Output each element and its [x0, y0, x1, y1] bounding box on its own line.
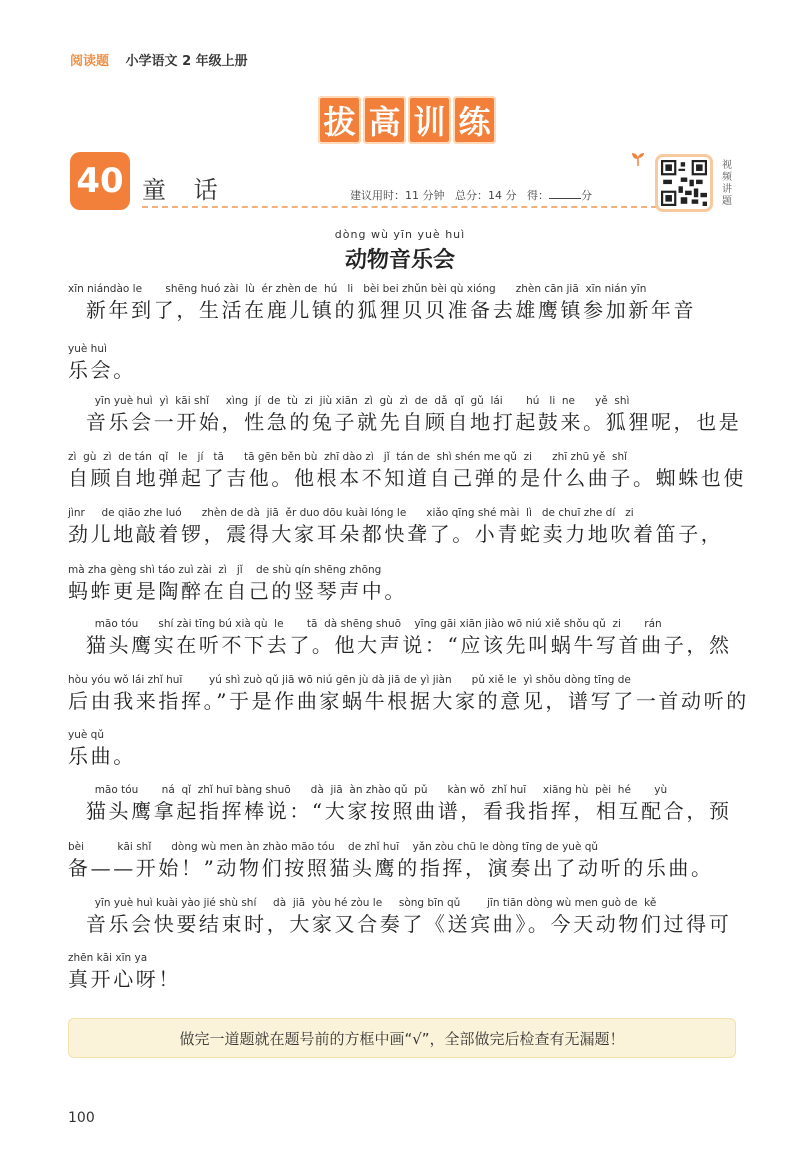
page-number: 100: [68, 1110, 95, 1126]
pinyin-line: jìnr de qiāo zhe luó zhèn de dà jiā ěr duo dōu kuài lóng le xiǎo qīng shé mài lì de chuī zhe dí zi: [68, 507, 634, 519]
hanzi-line: 蚂蚱更是陶醉在自己的竖琴声中。: [68, 579, 407, 603]
qr-label: 视频讲题: [722, 160, 732, 207]
meta-time: 建议用时：11 分钟: [350, 189, 445, 202]
story-line: [68, 896, 738, 938]
qr-code[interactable]: [655, 154, 713, 212]
banner-char: 高: [363, 96, 406, 144]
pinyin-line: zì gù zì de tán qǐ le jí tā tā gēn běn bù zhī dào zì jǐ tán de shì shén me qǔ zi zhī zhū yě shǐ: [68, 451, 628, 463]
section-tag: 阅读题: [70, 54, 110, 69]
pinyin-line: māo tóu ná qǐ zhǐ huī bàng shuō dà jiā àn zhào qǔ pǔ kàn wǒ zhǐ huī xiāng hù pèi hé yù: [68, 784, 668, 796]
story-line: [68, 506, 738, 548]
pinyin-line: hòu yóu wǒ lái zhǐ huī yú shì zuò qǔ jiā wō niú gēn jù dà jiā de yì jiàn pǔ xiě le yì shǒu dòng tīng de: [68, 674, 631, 686]
lesson-meta: [350, 187, 592, 203]
lesson-title: 童 话: [142, 176, 228, 204]
banner-char: 练: [453, 96, 496, 144]
title-pinyin: dòng wù yīn yuè huì: [334, 228, 466, 241]
pinyin-line: yuè qǔ: [68, 729, 104, 741]
book-title: 小学语文 2 年级上册: [125, 54, 248, 69]
sprout-icon: [631, 152, 645, 166]
hanzi-line: 自顾自地弹起了吉他。他根本不知道自己弹的是什么曲子。蜘蛛也使: [68, 466, 746, 490]
qr-code-icon: [661, 160, 707, 206]
pinyin-line: yuè huì: [68, 343, 107, 355]
meta-unit: 分: [581, 189, 592, 202]
hanzi-line: 乐会。: [68, 358, 136, 382]
story-line: [68, 783, 738, 825]
meta-score: 总分：14 分: [455, 189, 517, 202]
hanzi-line: 猫头鹰拿起指挥棒说：“大家按照曲谱，看我指挥，相互配合，预: [68, 799, 732, 823]
story-line: [68, 394, 742, 436]
story-line: [68, 840, 738, 882]
divider: [142, 206, 697, 208]
story-line: [68, 282, 738, 324]
story-line: [68, 342, 738, 384]
hanzi-line: 音乐会快要结束时，大家又合奏了《送宾曲》。今天动物们过得可: [68, 912, 732, 936]
meta-got: 得：: [527, 189, 549, 202]
story-line: [68, 617, 738, 659]
pinyin-line: bèi kāi shǐ dòng wù men àn zhào māo tóu de zhǐ huī yǎn zòu chū le dòng tīng de yuè qǔ: [68, 841, 599, 853]
hanzi-line: 后由我来指挥。”于是作曲家蜗牛根据大家的意见，谱写了一首动听的: [68, 689, 749, 713]
pinyin-line: māo tóu shí zài tīng bú xià qù le tā dà shēng shuō yīng gāi xiān jiào wō niú xiě shǒu qǔ zi rán: [68, 618, 662, 630]
story-line: [68, 951, 738, 993]
pinyin-line: xīn niándào le shēng huó zài lù ér zhèn de hú li bèi bei zhǔn bèi qù xióng zhèn cān jiā xīn nián yīn: [68, 283, 647, 295]
pinyin-line: yīn yuè huì yì kāi shǐ xìng jí de tù zi jiù xiān zì gù zì de dǎ qǐ gǔ lái hú li ne yě shì: [68, 395, 630, 407]
hanzi-line: 猫头鹰实在听不下去了。他大声说：“应该先叫蜗牛写首曲子，然: [68, 633, 732, 657]
story-title-block: [0, 228, 800, 274]
practice-banner: [318, 96, 496, 144]
hanzi-line: 音乐会一开始，性急的兔子就先自顾自地打起鼓来。狐狸呢，也是: [68, 410, 742, 434]
story-line: [68, 673, 749, 715]
lesson-header: [70, 152, 730, 212]
story-title: 动物音乐会: [344, 247, 455, 273]
hanzi-line: 备——开始！”动物们按照猫头鹰的指挥，演奏出了动听的乐曲。: [68, 856, 714, 880]
story-line: [68, 450, 746, 492]
hanzi-line: 乐曲。: [68, 744, 136, 768]
story-line: [68, 728, 738, 770]
hanzi-line: 真开心呀！: [68, 967, 181, 991]
hanzi-line: 新年到了，生活在鹿儿镇的狐狸贝贝准备去雄鹰镇参加新年音: [68, 298, 697, 322]
lesson-number: 40: [70, 152, 130, 210]
pinyin-line: zhēn kāi xīn ya: [68, 952, 148, 964]
pinyin-line: yīn yuè huì kuài yào jié shù shí dà jiā yòu hé zòu le sòng bīn qǔ jīn tiān dòng wù men guò de kě: [68, 897, 657, 909]
hanzi-line: 劲儿地敲着锣，震得大家耳朵都快聋了。小青蛇卖力地吹着笛子，: [68, 522, 724, 546]
banner-char: 训: [408, 96, 451, 144]
score-blank[interactable]: [549, 198, 581, 199]
instruction-tip: 做完一道题就在题号前的方框中画“√”，全部做完后检查有无漏题！: [68, 1018, 736, 1058]
pinyin-line: mà zha gèng shì táo zuì zài zì jǐ de shù qín shēng zhōng: [68, 564, 382, 576]
story-line: [68, 563, 738, 605]
page-header: [70, 50, 248, 69]
banner-char: 拔: [318, 96, 361, 144]
